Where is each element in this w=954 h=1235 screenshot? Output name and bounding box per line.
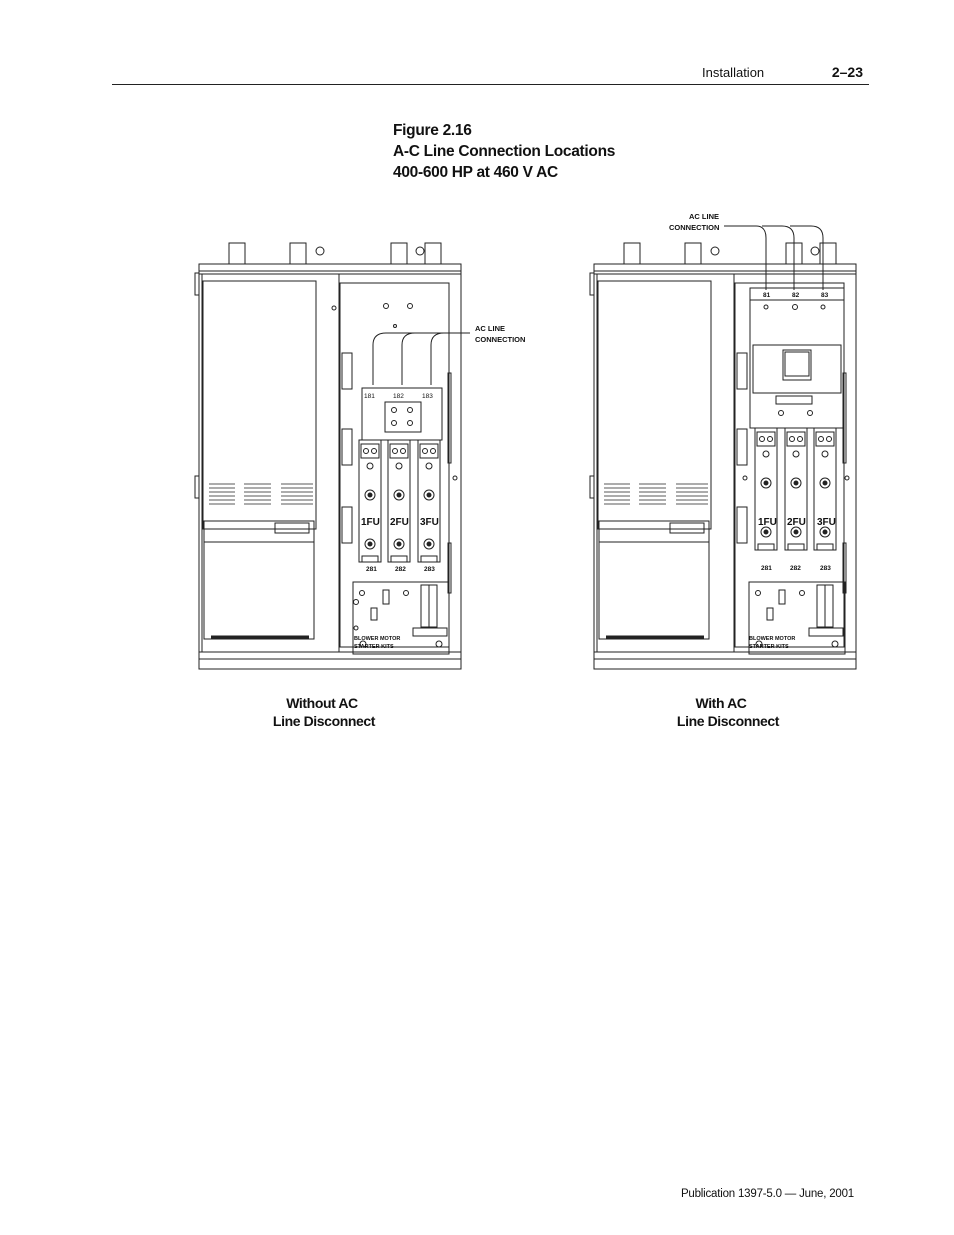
left-top-terminal-3: 183 [422,393,433,400]
drawing-without-disconnect [195,243,470,669]
left-top-terminal-2: 182 [393,393,404,400]
left-caption-line1: Without AC [286,695,358,711]
right-fuse-2: 2FU [787,517,806,528]
right-caption-line1: With AC [695,695,747,711]
right-fuse-1: 1FU [758,517,777,528]
right-bottom-terminal-1: 281 [761,565,772,572]
page-number: 2–23 [831,64,863,80]
left-callout-line2: CONNECTION [475,335,526,344]
right-bottom-terminal-2: 282 [790,565,801,572]
right-top-terminal-2: 82 [792,292,800,299]
left-fuse-3: 3FU [420,517,439,528]
left-top-terminal-1: 181 [364,393,375,400]
left-callout-line1: AC LINE [475,324,505,333]
figure-title-line2: 400-600 HP at 460 V AC [393,164,558,181]
right-top-terminal-1: 81 [763,292,771,299]
publication-footer: Publication 1397-5.0 — June, 2001 [680,1188,854,1200]
right-callout-line2: CONNECTION [669,223,720,232]
left-caption-line2: Line Disconnect [272,713,376,729]
right-kit-label-line2: STARTER KITS [749,644,789,650]
left-bottom-terminal-1: 281 [366,566,377,573]
left-fuse-2: 2FU [390,517,409,528]
right-callout-line1: AC LINE [689,212,719,221]
figure-title-line1: A-C Line Connection Locations [393,143,616,160]
left-bottom-terminal-3: 283 [424,566,435,573]
section-title: Installation [702,65,765,80]
right-fuse-3: 3FU [817,517,836,528]
left-kit-label-line2: STARTER KITS [354,644,394,650]
right-caption [666,694,790,730]
left-bottom-terminal-2: 282 [395,566,406,573]
figure-number: Figure 2.16 [393,122,472,139]
left-kit-label-line1: BLOWER MOTOR [354,636,401,642]
drawing-with-disconnect [590,226,856,669]
right-bottom-terminal-3: 283 [820,565,831,572]
left-fuse-1: 1FU [361,517,380,528]
right-kit-label-line1: BLOWER MOTOR [749,636,796,642]
left-caption [262,694,386,730]
right-caption-line2: Line Disconnect [676,713,780,729]
right-top-terminal-3: 83 [821,292,829,299]
